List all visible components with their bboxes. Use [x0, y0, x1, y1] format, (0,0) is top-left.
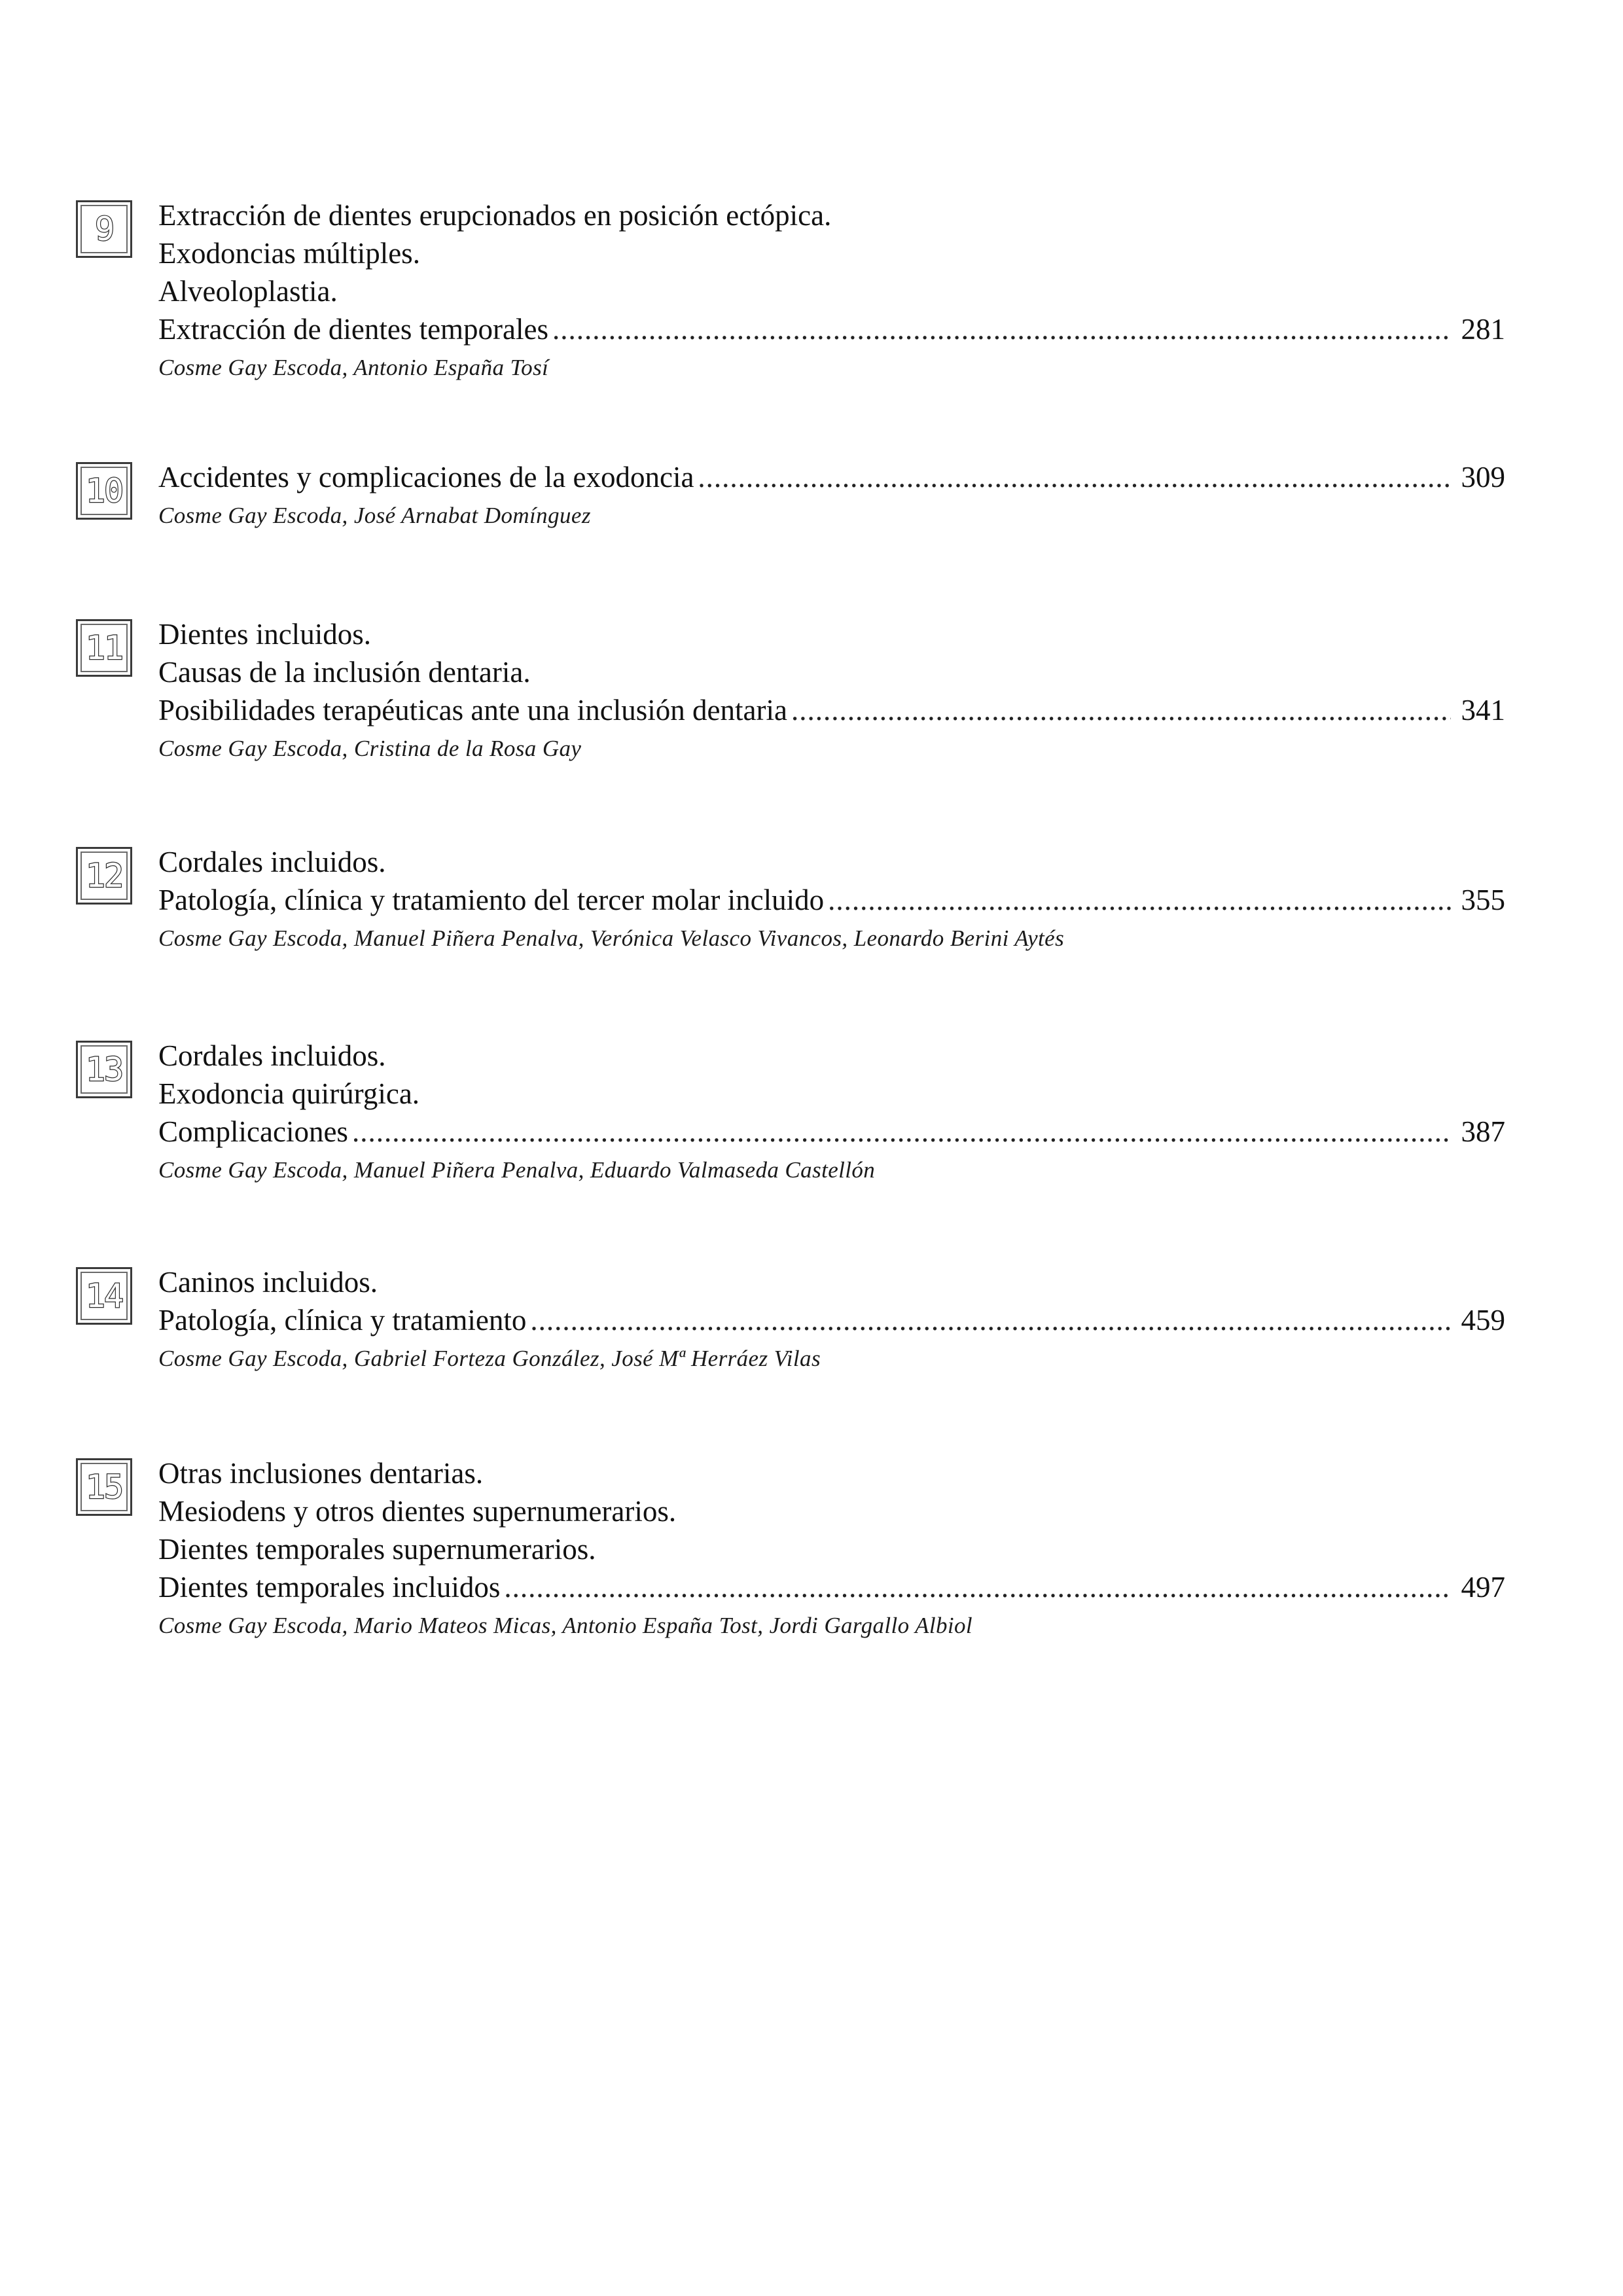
chapter-number-badge: [76, 1041, 132, 1098]
chapter-number-badge: [76, 1267, 132, 1325]
chapter-authors: Cosme Gay Escoda, José Arnabat Domínguez: [158, 503, 591, 528]
toc-entry-text: [158, 196, 1505, 385]
chapter-title-line: Patología, clínica y tratamiento del tercer molar incluido: [158, 884, 825, 916]
chapter-title-final-line[interactable]: [158, 691, 1505, 729]
page-number: 459: [1461, 1304, 1505, 1336]
toc-entry-text: [158, 1263, 1505, 1376]
chapter-authors: Cosme Gay Escoda, Manuel Piñera Penalva, Verónica Velasco Vivancos, Leonardo Berini Aytés: [158, 925, 1065, 951]
chapter-title-final-line[interactable]: [158, 310, 1505, 348]
chapter-title-line: Exodoncias múltiples.: [158, 237, 420, 270]
dot-leader: [530, 1301, 1450, 1339]
dot-leader: [828, 881, 1450, 919]
chapter-title-line: Extracción de dientes erupcionados en posición ectópica.: [158, 199, 832, 232]
chapter-number-badge: [76, 847, 132, 905]
chapter-number: 12: [85, 857, 123, 895]
chapter-number: 9: [94, 210, 114, 248]
chapter-authors: Cosme Gay Escoda, Manuel Piñera Penalva, Eduardo Valmaseda Castellón: [158, 1157, 876, 1183]
chapter-title-final-line[interactable]: [158, 458, 1505, 496]
chapter-title-line: Patología, clínica y tratamiento: [158, 1304, 527, 1336]
dot-leader: [352, 1113, 1451, 1151]
chapter-title-line: Accidentes y complicaciones de la exodoncia: [158, 461, 694, 493]
chapter-number-badge: [76, 462, 132, 520]
dot-leader: [504, 1568, 1450, 1606]
toc-entry-text: [158, 843, 1505, 956]
page-number: 355: [1461, 884, 1505, 916]
chapter-title-line: Dientes temporales supernumerarios.: [158, 1533, 596, 1566]
chapter-title-line: Caninos incluidos.: [158, 1266, 378, 1299]
chapter-title-line: Causas de la inclusión dentaria.: [158, 656, 531, 689]
page-number: 281: [1461, 313, 1505, 346]
chapter-authors: Cosme Gay Escoda, Gabriel Forteza González, José Mª Herráez Vilas: [158, 1346, 821, 1371]
chapter-title-line: Otras inclusiones dentarias.: [158, 1457, 484, 1490]
chapter-title-line: Cordales incluidos.: [158, 846, 386, 878]
chapter-title-line: Exodoncia quirúrgica.: [158, 1077, 420, 1110]
chapter-number: 13: [85, 1050, 123, 1088]
toc-entry-text: [158, 615, 1505, 766]
page-number: 309: [1461, 461, 1505, 493]
chapter-number-badge: [76, 1458, 132, 1516]
chapter-number: 15: [85, 1468, 123, 1506]
toc-entry-text: [158, 1037, 1505, 1187]
chapter-authors: Cosme Gay Escoda, Antonio España Tosí: [158, 355, 549, 380]
chapter-number-badge: [76, 200, 132, 258]
chapter-authors: Cosme Gay Escoda, Mario Mateos Micas, Antonio España Tost, Jordi Gargallo Albiol: [158, 1613, 973, 1638]
chapter-title-line: Mesiodens y otros dientes supernumerarios.: [158, 1495, 677, 1528]
chapter-title-line: Dientes incluidos.: [158, 618, 371, 651]
chapter-authors: Cosme Gay Escoda, Cristina de la Rosa Gay: [158, 736, 582, 761]
page-number: 341: [1461, 694, 1505, 726]
page-number: 387: [1461, 1115, 1505, 1148]
chapter-title-line: Complicaciones: [158, 1115, 348, 1148]
toc-entry-text: [158, 1454, 1505, 1643]
chapter-number: 11: [85, 629, 123, 667]
toc-entry-text: [158, 458, 1505, 533]
chapter-number: 14: [85, 1277, 123, 1315]
dot-leader: [791, 691, 1451, 729]
chapter-title-line: Cordales incluidos.: [158, 1039, 386, 1072]
chapter-title-line: Dientes temporales incluidos: [158, 1571, 501, 1604]
chapter-number-badge: [76, 619, 132, 677]
dot-leader: [698, 458, 1450, 496]
chapter-title-final-line[interactable]: [158, 1301, 1505, 1339]
chapter-title-line: Posibilidades terapéuticas ante una inclusión dentaria: [158, 694, 787, 726]
chapter-title-final-line[interactable]: [158, 1113, 1505, 1151]
dot-leader: [552, 310, 1450, 348]
chapter-number: 10: [85, 472, 123, 510]
chapter-title-final-line[interactable]: [158, 881, 1505, 919]
chapter-title-line: Alveoloplastia.: [158, 275, 338, 308]
page-number: 497: [1461, 1571, 1505, 1604]
chapter-title-line: Extracción de dientes temporales: [158, 313, 549, 346]
chapter-title-final-line[interactable]: [158, 1568, 1505, 1606]
